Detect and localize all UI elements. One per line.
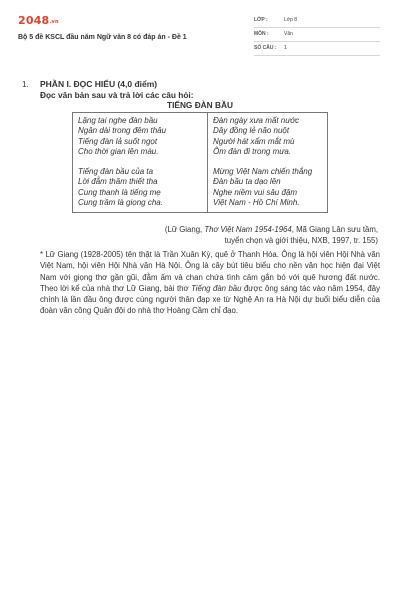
header [0,0,400,62]
poem-stanza-left-1 [78,116,166,158]
poem-line: Ngân dài trong đêm thâu [78,126,167,136]
author-note-text: được ông sáng tác vào năm 1954, đây chính là lần đầu ông được cùng người thân đạp xe từ Nghệ An ra Hà Nội dự buổi biểu diễn của đoàn văn công Quân đội do nhà thơ Hoàng Cầm chỉ đạo. [40,283,380,316]
poem-line: Tiếng đàn bầu của ta [78,167,154,176]
citation-text: (Lữ Giang, [164,225,205,234]
poem-line: Dây đồng lẻ não nuột [213,126,290,136]
poem-stanza-right-1 [213,116,299,158]
poem-stanza-left-2 [78,167,163,209]
citation-text: tuyển chọn và giới thiệu, NXB, 1997, tr. 155) [224,236,378,246]
poem-line: Đàn ngày xưa mất nước [213,116,300,125]
question-number: 1. [22,80,29,89]
poem-citation [48,224,378,246]
poem-stanza-right-2 [213,167,312,209]
poem-line: Cho thời gian lên màu. [78,147,159,157]
poem-line: Cung trầm là giọng cha. [78,198,163,208]
citation-book-title: Thơ Việt Nam 1954-1964 [204,225,292,234]
meta-subject-label: MÔN : [254,31,269,37]
poem-line: Lặng tai nghe đàn bầu [78,116,158,125]
logo-suffix: .vn [49,19,59,25]
poem-line: Đàn bầu ta dạo lên [213,177,281,187]
meta-subject-row [254,28,380,42]
poem-line: Ôm đàn đi trong mưa. [213,147,291,157]
poem-line: Người hát xẩm mắt mù [213,136,295,146]
site-logo[interactable] [18,14,59,27]
author-note-text: * Lữ Giang (1928-2005) tên thật là Trần Xuân Kỳ, quê ở Thanh Hóa. Ông là hội viên Hội Nhà văn Việt Nam, hội viên Hội Nhà văn Hà Nội. Ông là cây bút tiêu biểu cho nền văn học hiện đại Việt Nam với giọng thơ gần gũi, đằm ấm và chan chứa tình cảm gắn bó với quê hương đất nước. Theo lời kể của nhà thơ Lữ Giang, bài thơ [40,250,380,293]
meta-question-count-row [254,42,380,56]
author-note [40,249,380,317]
poem-line: Lời đẫm thăm thiết tha [78,177,158,187]
meta-question-count-value: 1 [284,45,287,51]
document-title: Bộ 5 đề KSCL đầu năm Ngữ văn 8 có đáp án - Đề 1 [18,34,187,41]
citation-text: , Mã Giang Lân sưu tầm, [291,225,378,234]
poem-line: Mừng Việt Nam chiến thắng [213,167,313,176]
poem-line: Việt Nam - Hồ Chí Minh. [213,198,300,208]
poem-title: TIẾNG ĐÀN BẦU [167,100,233,110]
meta-subject-value: Văn [284,31,293,37]
poem-table-divider [207,113,208,212]
poem-table [72,112,328,213]
poem-line: Tiếng đàn lả suốt ngọt [78,136,158,146]
author-note-poem-title: Tiếng đàn bầu [191,283,242,293]
meta-question-count-label: SỐ CÂU : [254,45,277,51]
poem-line: Cung thanh là tiếng mẹ [78,187,161,197]
poem-line: Nghe niềm vui sâu đậm [213,187,298,197]
section-heading: PHẦN I. ĐỌC HIỂU (4,0 điểm) [40,79,158,89]
meta-class-label: LỚP : [254,17,268,23]
reading-instruction: Đọc văn bản sau và trả lời các câu hỏi: [40,90,194,100]
logo-text: 2048 [18,14,50,27]
meta-class-row [254,14,380,28]
meta-class-value: Lớp 8 [284,17,298,23]
